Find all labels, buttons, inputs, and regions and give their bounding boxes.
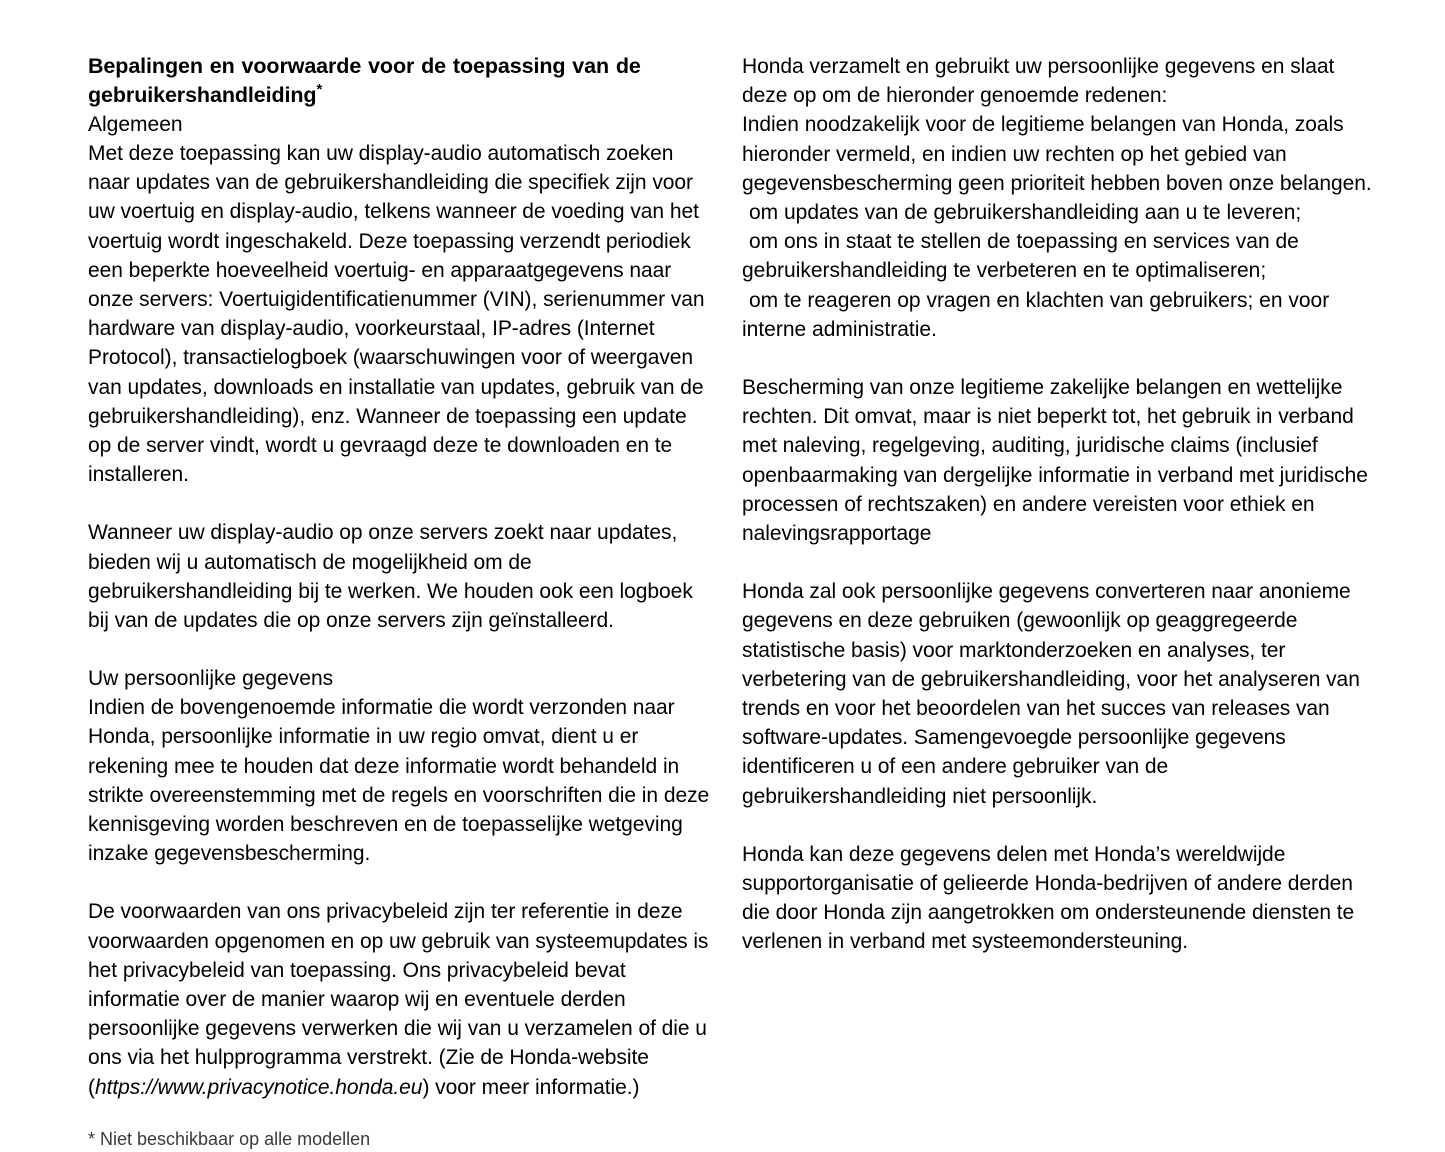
list-item: om updates van de gebruikershandleiding aan u te leveren; [749,201,1302,225]
footnote-availability: * Niet beschikbaar op alle modellen [88,1128,371,1149]
list-item: om ons in staat te stellen de toepassing en services van de gebruikershandleiding te verbeteren en te optimaliseren; [742,230,1299,283]
footnote-marker-asterisk: * [316,80,323,98]
paragraph-collection-purpose-intro: Honda verzamelt en gebruikt uw persoonlijke gegevens en slaat deze op om de hieronder genoemde redenen: [742,55,1335,108]
section-heading-persoonlijke-gegevens: Uw persoonlijke gegevens [88,667,334,691]
paragraph-update-offering: Wanneer uw display-audio op onze servers zoekt naar updates, bieden wij u automatisch de mogelijkheid om de gebruikershandleiding bij te werken. We houden ook een logboek bij van de updates die op onze servers zijn geïnstalleerd. [88,521,693,633]
privacy-notice-url: https://www.privacynotice.honda.eu [94,1075,423,1099]
privacy-policy-text-before-url: De voorwaarden van ons privacybeleid zijn ter referentie in deze voorwaarden opgenomen en op uw gebruik van systeemupdates is het privacybeleid van toepassing. Ons privacybeleid bevat informatie over de manier waarop wij en eventuele derden persoonlijke gegevens verwerken die wij van u verzamelen of die u ons via het hulpprogramma verstrekt. (Zie de Honda-website ( [88,900,709,1099]
paragraph-application-overview: Met deze toepassing kan uw display-audio automatisch zoeken naar updates van de gebruikershandleiding die specifiek zijn voor uw voertuig en display-audio, telkens wanneer de voeding van het voertuig wordt ingeschakeld. Deze toepassing verzendt periodiek een beperkte hoeveelheid voertuig- en apparaatgegevens naar onze servers: Voertuigidentificatienummer (VIN), serienummer van hardware van display-audio, voorkeurstaal, IP-adres (Internet Protocol), transactielogboek (waarschuwingen voor of weergaven van updates, downloads en installatie van updates, gebruik van de gebruikershandleiding), enz. Wanneer de toepassing een update op de server vindt, wordt u gevraagd deze te downloaden en te installeren. [88,142,705,487]
list-item: om te reageren op vragen en klachten van gebruikers; en voor interne administratie. [742,288,1330,341]
section-heading-algemeen: Algemeen [88,113,183,136]
paragraph-data-sharing: Honda kan deze gegevens delen met Honda’s wereldwijde supportorganisatie of gelieerde Honda-bedrijven of andere derden die door Honda zijn aangetrokken om ondersteunende diensten te verlenen in verband met systeemondersteuning. [742,842,1355,954]
paragraph-legitimate-interests: Indien noodzakelijk voor de legitieme belangen van Honda, zoals hieronder vermeld, en indien uw rechten op het gebied van gegevensbescherming geen prioriteit hebben boven onze belangen. [742,113,1372,195]
page-title [88,52,710,110]
paragraph-data-handling: Indien de bovengenoemde informatie die wordt verzonden naar Honda, persoonlijke informatie in uw regio omvat, dient u er rekening mee te houden dat deze informatie wordt behandeld in strikte overeenstemming met de regels en voorschriften die in deze kennisgeving worden beschreven en de toepasselijke wetgeving inzake gegevensbescherming. [88,696,710,866]
paragraph-privacy-policy [88,897,710,1101]
left-column [88,52,710,1149]
page-title-text: Bepalingen en voorwaarde voor de toepassing van de gebruikershandleiding [88,54,641,107]
paragraph-anonymous-data: Honda zal ook persoonlijke gegevens converteren naar anonieme gegevens en deze gebruiken (gewoonlijk op geaggregeerde statistische basis) voor marktonderzoeken en analyses, ter verbetering van de gebruikershandleiding, voor het analyseren van trends en voor het beoordelen van het succes van releases van software-updates. Samengevoegde persoonlijke gegevens identificeren u of een andere gebruiker van de gebruikershandleiding niet persoonlijk. [742,580,1360,808]
privacy-policy-text-after-url: ) voor meer informatie.) [422,1075,640,1099]
paragraph-business-protection: Bescherming van onze legitieme zakelijke belangen en wettelijke rechten. Dit omvat, maar is niet beperkt tot, het gebruik in verband met naleving, regelgeving, auditing, juridische claims (inclusief openbaarmaking van dergelijke informatie in verband met juridische processen of rechtszaken) en andere vereisten voor ethiek en nalevingsrapportage [742,376,1368,546]
right-column [742,52,1374,999]
